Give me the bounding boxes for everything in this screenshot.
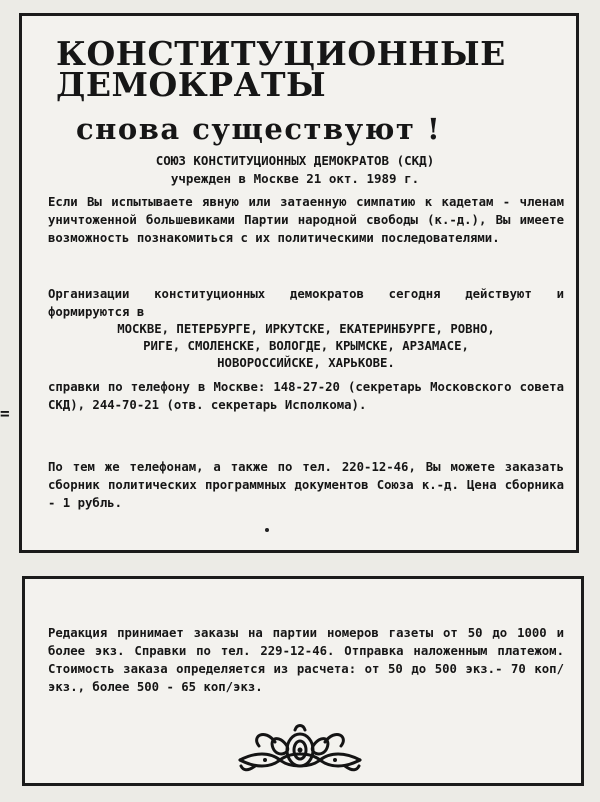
city-line: НОВОРОССИЙСКЕ, ХАРЬКОВЕ. xyxy=(217,356,395,370)
phones-paragraph: справки по телефону в Москве: 148-27-20 (секретарь Московского совета СКД), 244-70-21 (отв. секретарь Исполкома). xyxy=(48,380,564,412)
intro-paragraph: Если Вы испытываете явную или затаенную симпатию к кадетам - членам уничтоженной большевиками Партии народной свободы (к.-д.), Вы имеете возможность познакомиться с их политическими последователями. xyxy=(48,195,564,245)
headline-subtitle: снова существуют ! xyxy=(76,112,442,146)
dot-mark xyxy=(265,528,269,532)
notice-paragraph: Редакция принимает заказы на партии номеров газеты от 50 до 1000 и более экз. Справки по тел. 229-12-46. Отправка наложенным платежом. Стоимость заказа определяется из расчета: от 50 до 500 экз.- 70 коп/экз., более 500 - 65 коп/экз. xyxy=(48,626,564,694)
margin-marker: = xyxy=(0,404,8,423)
city-list xyxy=(48,321,564,372)
knot-ornament-icon xyxy=(235,722,365,778)
headline xyxy=(56,34,506,104)
headline-line-2: ДЕМОКРАТЫ xyxy=(56,65,327,104)
order-paragraph: По тем же телефонам, а также по тел. 220-12-46, Вы можете заказать сборник политических программных документов Союза к.-д. Цена сборника - 1 рубль. xyxy=(48,460,564,510)
city-line: РИГЕ, СМОЛЕНСКЕ, ВОЛОГДЕ, КРЫМСКЕ, АРЗАМАСЕ, xyxy=(143,339,469,353)
organization-name: СОЮЗ КОНСТИТУЦИОННЫХ ДЕМОКРАТОВ (СКД) xyxy=(155,153,435,168)
organization-info xyxy=(60,152,530,188)
organizations-paragraph: Организации конституционных демократов сегодня действуют и формируются в xyxy=(48,287,564,319)
headline-line-1: КОНСТИТУЦИОННЫЕ xyxy=(56,34,506,73)
organization-founded: учрежден в Москве 21 окт. 1989 г. xyxy=(170,171,420,186)
city-line: МОСКВЕ, ПЕТЕРБУРГЕ, ИРКУТСКЕ, ЕКАТЕРИНБУРГЕ, РОВНО, xyxy=(117,322,495,336)
